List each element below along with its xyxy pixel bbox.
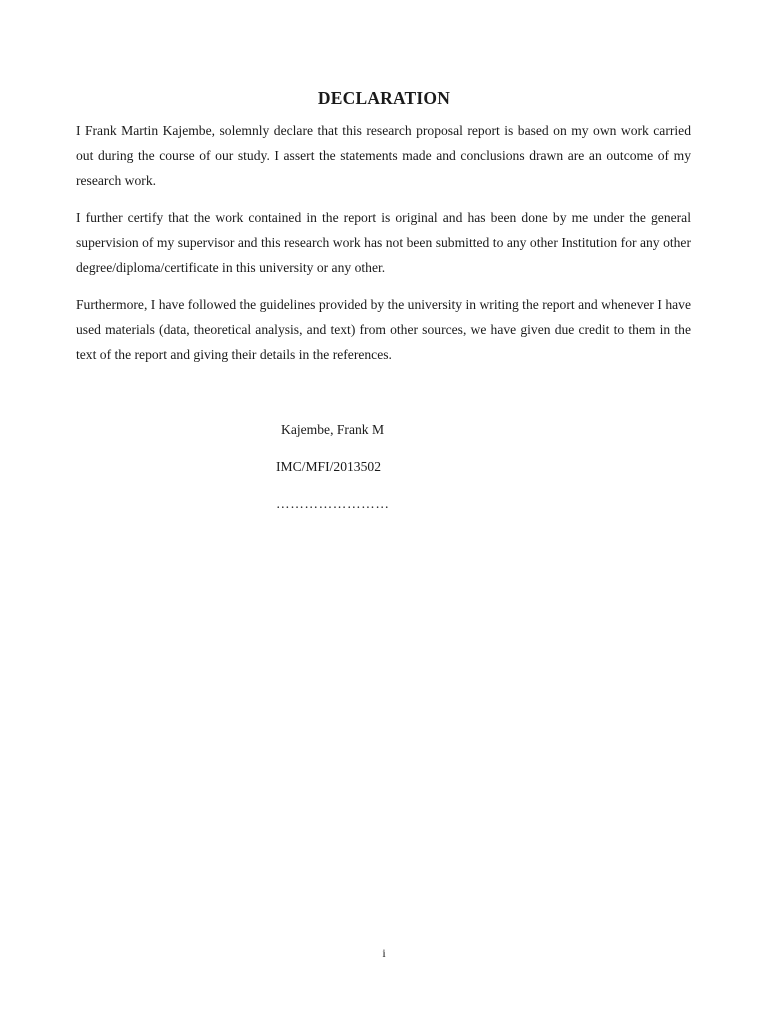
page-title: DECLARATION [317,88,451,108]
signature-line: …………………… [276,496,390,511]
declaration-paragraph-1: I Frank Martin Kajembe, solemnly declare that this research proposal report is based on my own work carried out during the course of our study. I assert the statements made and conclusions drawn are an outcome of my research work. [76,123,691,188]
page-number: i [382,946,386,960]
declaration-body [76,118,691,379]
signatory-name: Kajembe, Frank M [281,422,385,437]
declaration-paragraph-2: I further certify that the work contained in the report is original and has been done by me under the general supervision of my supervisor and this research work has not been submitted to any other Institution for any other degree/diploma/certificate in this university or any other. [76,210,691,275]
declaration-paragraph-3: Furthermore, I have followed the guidelines provided by the university in writing the report and whenever I have used materials (data, theoretical analysis, and text) from other sources, we have given due credit to them in the text of the report and giving their details in the references. [76,297,691,362]
registration-number: IMC/MFI/2013502 [276,459,381,474]
